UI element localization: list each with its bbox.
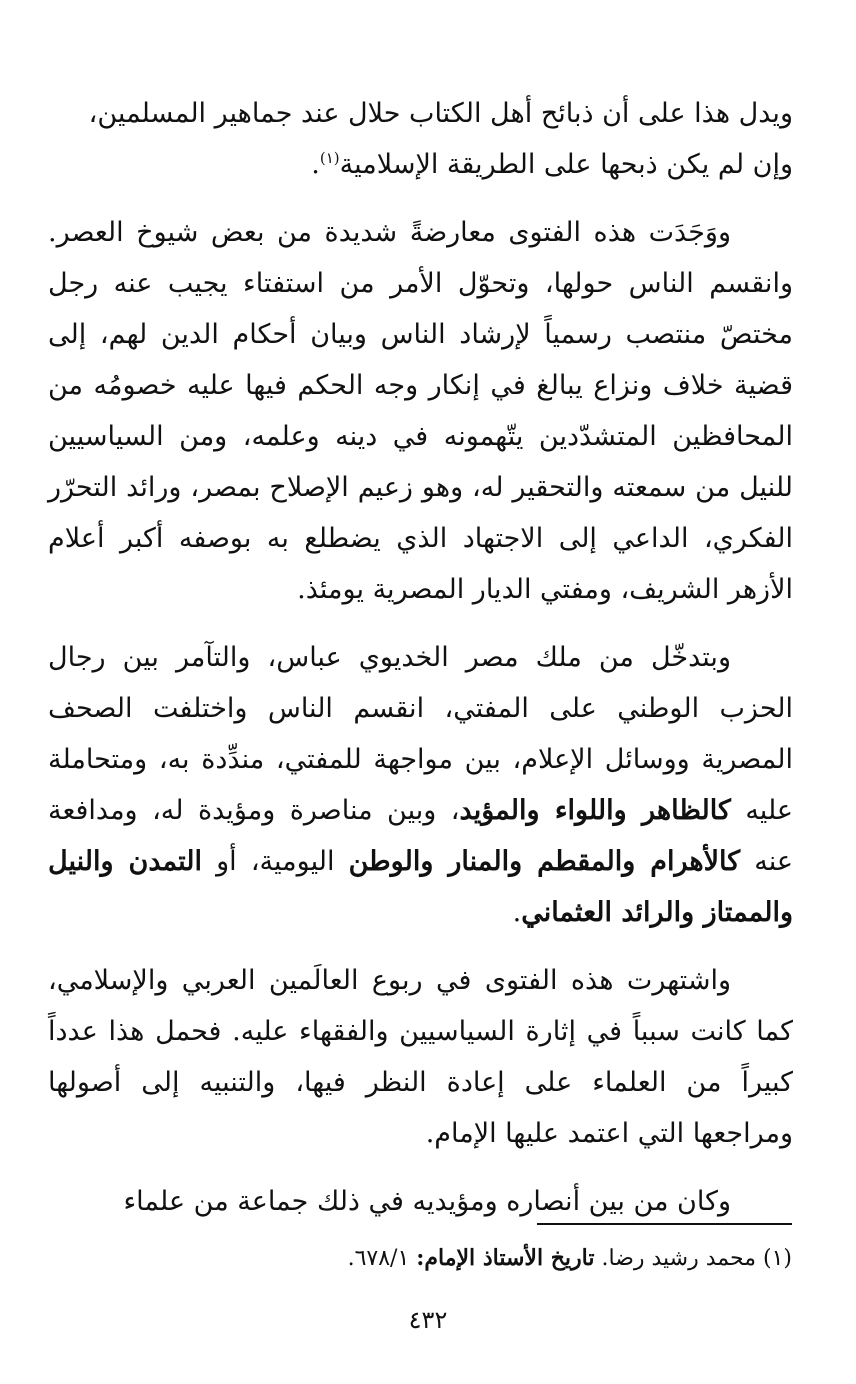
paragraph-5-text: وكان من بين أنصاره ومؤيديه في ذلك جماعة من علماء — [123, 1186, 731, 1217]
footnote-reference: (١) — [319, 149, 340, 167]
footnote-title: تاريخ الأستاذ الإمام: — [416, 1245, 595, 1271]
paragraph-5 — [48, 1176, 793, 1227]
paragraph-3 — [48, 632, 793, 938]
page-body — [48, 88, 793, 1348]
footnote-ref: ٦٧٨/١. — [347, 1246, 410, 1271]
paragraph-1 — [48, 88, 793, 190]
paragraph-4-text: واشتهرت هذه الفتوى في ربوع العالَمين العربي والإسلامي، كما كانت سبباً في إثارة السياسيين والفقهاء عليه. فحمل هذا عدداً كبيراً من العلماء على إعادة النظر فيها، والتنبيه إلى أصولها ومراجعها التي اعتمد عليها الإمام. — [48, 965, 793, 1149]
paragraph-3-text-4: . — [512, 897, 522, 928]
newspapers-opposing: كالظاهر واللواء والمؤيد — [459, 795, 731, 826]
footnote — [47, 1238, 792, 1279]
paragraph-4 — [48, 955, 793, 1159]
paragraph-1-line-1: ويدل هذا على أن ذبائح أهل الكتاب حلال عند جماهير المسلمين، — [88, 98, 793, 129]
paragraph-2-text: ووَجَدَت هذه الفتوى معارضةً شديدة من بعض شيوخ العصر. وانقسم الناس حولها، وتحوّل الأمر من استفتاء يجيب عنه رجل مختصّ منتصب رسمياً لإرشاد الناس وبيان أحكام الدين لهم، إلى قضية خلاف ونزاع يبالغ في إنكار وجه الحكم فيها عليه خصومُه من المحافظين المتشدّدين يتّهمونه في دينه وعلمه، ومن السياسيين للنيل من سمعته والتحقير له، وهو زعيم الإصلاح بمصر، ورائد التحرّر الفكري، الداعي إلى الاجتهاد الذي يضطلع به بوصفه أكبر أعلام الأزهر الشريف، ومفتي الديار المصرية يومئذ. — [48, 217, 794, 605]
paragraph-1-line-2: وإن لم يكن ذبحها على الطريقة الإسلامية — [339, 149, 793, 180]
paragraph-3-text-1: وبتدخّل من ملك مصر الخديوي عباس، والتآمر بين رجال الحزب الوطني على المفتي، انقسم الناس واختلفت الصحف المصرية ووسائل الإعلام، بين مواجهة للمفتي، مندِّدة به، ومتحاملة عليه — [48, 642, 794, 826]
paragraph-3-text-3: اليومية، أو — [201, 846, 349, 877]
paragraph-3-text-2: ، وبين مناصرة ومؤيدة له، ومدافعة عنه — [48, 795, 793, 877]
footnote-author: محمد رشيد رضا. — [601, 1246, 756, 1271]
paragraph-1-end: . — [311, 149, 320, 180]
paragraph-2 — [48, 207, 793, 615]
newspapers-supporting-2: التمدن والنيل والممتاز والرائد العثماني — [48, 846, 793, 928]
footnote-marker: (١) — [762, 1246, 792, 1271]
footnote-divider — [537, 1223, 792, 1225]
page-number: ٤٣٢ — [408, 1306, 448, 1334]
newspapers-supporting: كالأهرام والمقطم والمنار والوطن — [348, 846, 741, 877]
